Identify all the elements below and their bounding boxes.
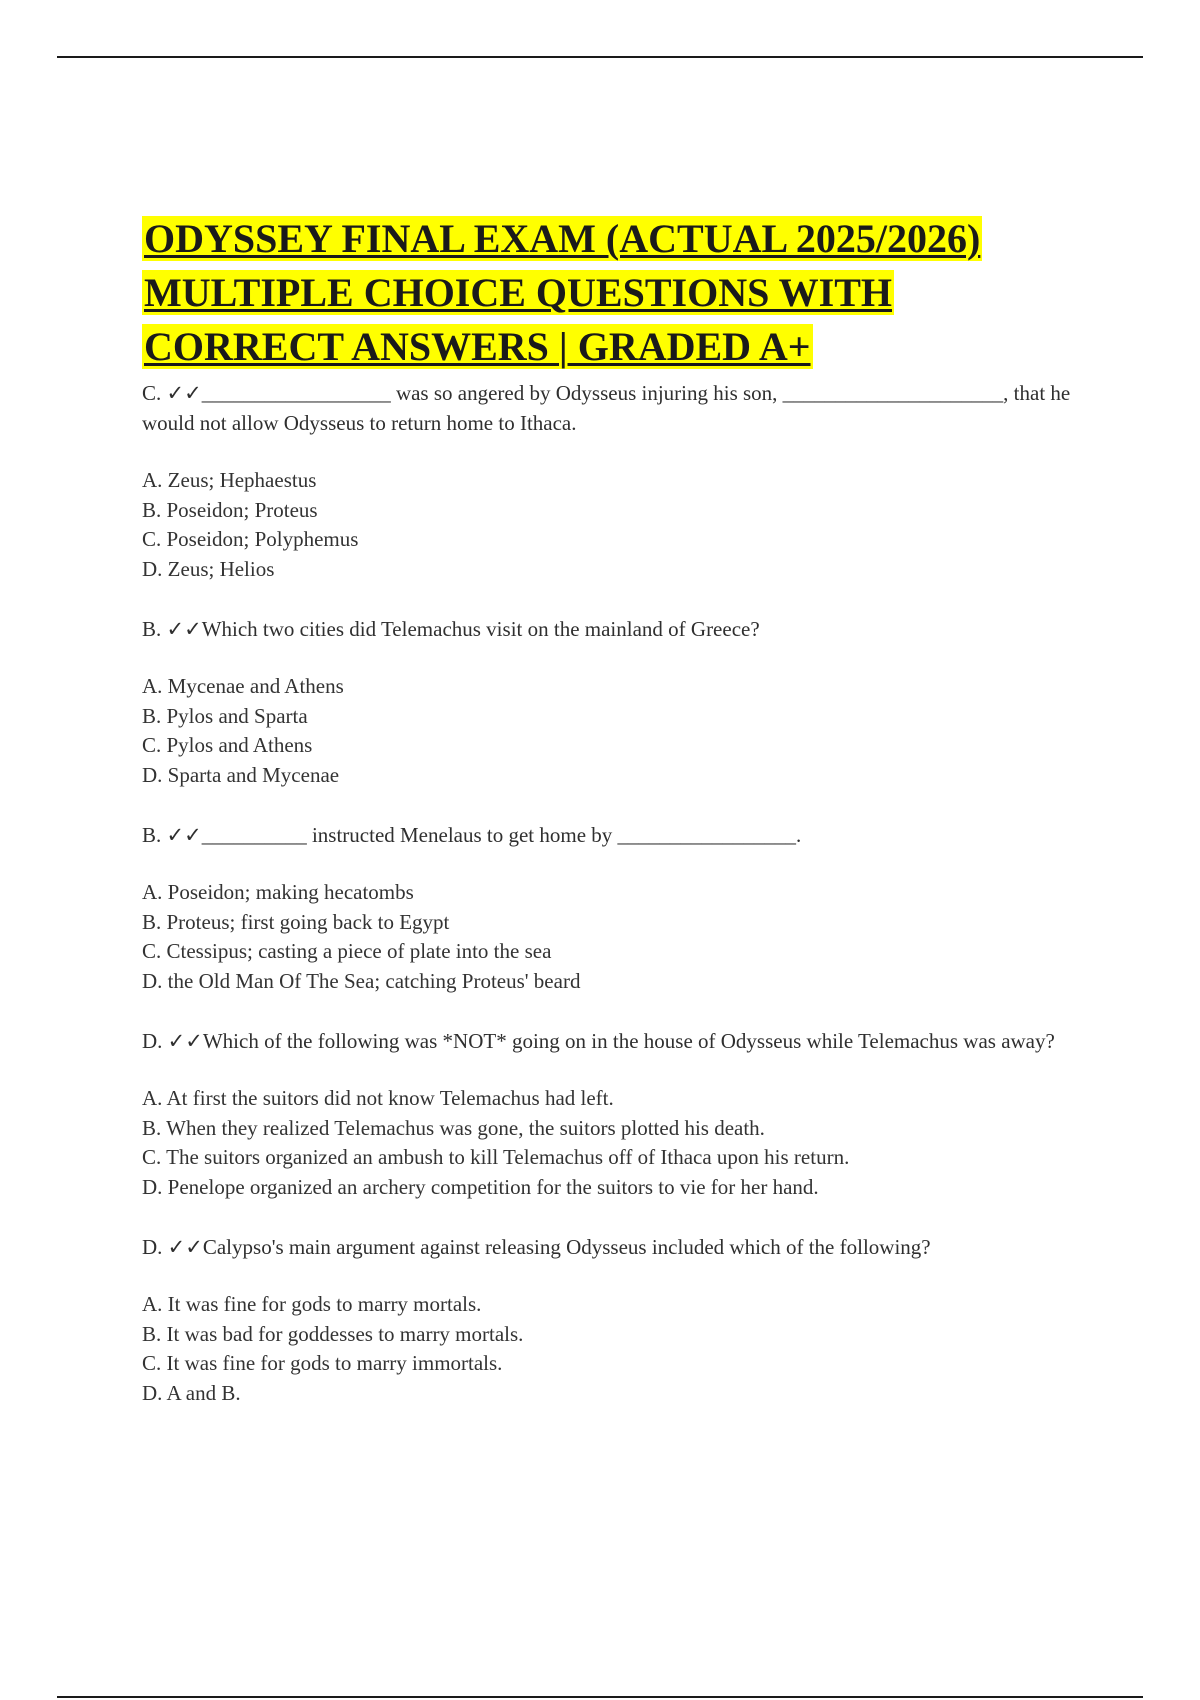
question-1: C. ✓✓__________________ was so angered by Odysseus injuring his son, _____________________, that he would not allow Odysseus to return home to Ithaca.	[142, 381, 1071, 435]
question-3-options	[142, 878, 1092, 996]
option-b: B. Proteus; first going back to Egypt	[142, 909, 450, 934]
question-2-options	[142, 672, 1092, 790]
question-4: D. ✓✓Which of the following was *NOT* going on in the house of Odysseus while Telemachus was away?	[142, 1029, 1055, 1053]
option-c: C. Pylos and Athens	[142, 733, 313, 757]
option-c: C. It was fine for gods to marry immortals.	[142, 1351, 503, 1375]
option-d: D. Penelope organized an archery competition for the suitors to vie for her hand.	[142, 1174, 819, 1199]
question-5: D. ✓✓Calypso's main argument against releasing Odysseus included which of the following?	[142, 1235, 931, 1259]
bottom-rule	[57, 1696, 1143, 1698]
option-c: C. The suitors organized an ambush to kill Telemachus off of Ithaca upon his return.	[142, 1145, 850, 1169]
option-b: B. When they realized Telemachus was gone, the suitors plotted his death.	[142, 1115, 765, 1140]
option-c: C. Poseidon; Polyphemus	[142, 527, 359, 551]
option-b: B. Poseidon; Proteus	[142, 497, 318, 522]
option-a: A. Zeus; Hephaestus	[142, 468, 317, 492]
option-d: D. Zeus; Helios	[142, 556, 275, 581]
question-3: B. ✓✓__________ instructed Menelaus to get home by _________________.	[142, 823, 802, 847]
top-rule	[57, 56, 1143, 58]
option-d: D. Sparta and Mycenae	[142, 762, 340, 787]
option-d: D. the Old Man Of The Sea; catching Proteus' beard	[142, 968, 581, 993]
option-d: D. A and B.	[142, 1380, 241, 1405]
question-4-options	[142, 1084, 1092, 1202]
document-title	[142, 212, 1092, 374]
question-2: B. ✓✓Which two cities did Telemachus visit on the mainland of Greece?	[142, 617, 760, 641]
option-a: A. It was fine for gods to marry mortals.	[142, 1292, 482, 1316]
option-a: A. Mycenae and Athens	[142, 674, 344, 698]
option-b: B. Pylos and Sparta	[142, 703, 308, 728]
title-line-1: ODYSSEY FINAL EXAM (ACTUAL 2025/2026)	[144, 216, 981, 261]
option-b: B. It was bad for goddesses to marry mortals.	[142, 1321, 524, 1346]
question-5-options	[142, 1290, 1092, 1408]
question-1-options	[142, 466, 1092, 584]
option-a: A. Poseidon; making hecatombs	[142, 880, 414, 904]
title-line-3: CORRECT ANSWERS | GRADED A+	[144, 324, 811, 369]
option-a: A. At first the suitors did not know Telemachus had left.	[142, 1086, 614, 1110]
document-content	[142, 212, 1092, 1438]
option-c: C. Ctessipus; casting a piece of plate into the sea	[142, 939, 552, 963]
title-line-2: MULTIPLE CHOICE QUESTIONS WITH	[144, 270, 892, 315]
